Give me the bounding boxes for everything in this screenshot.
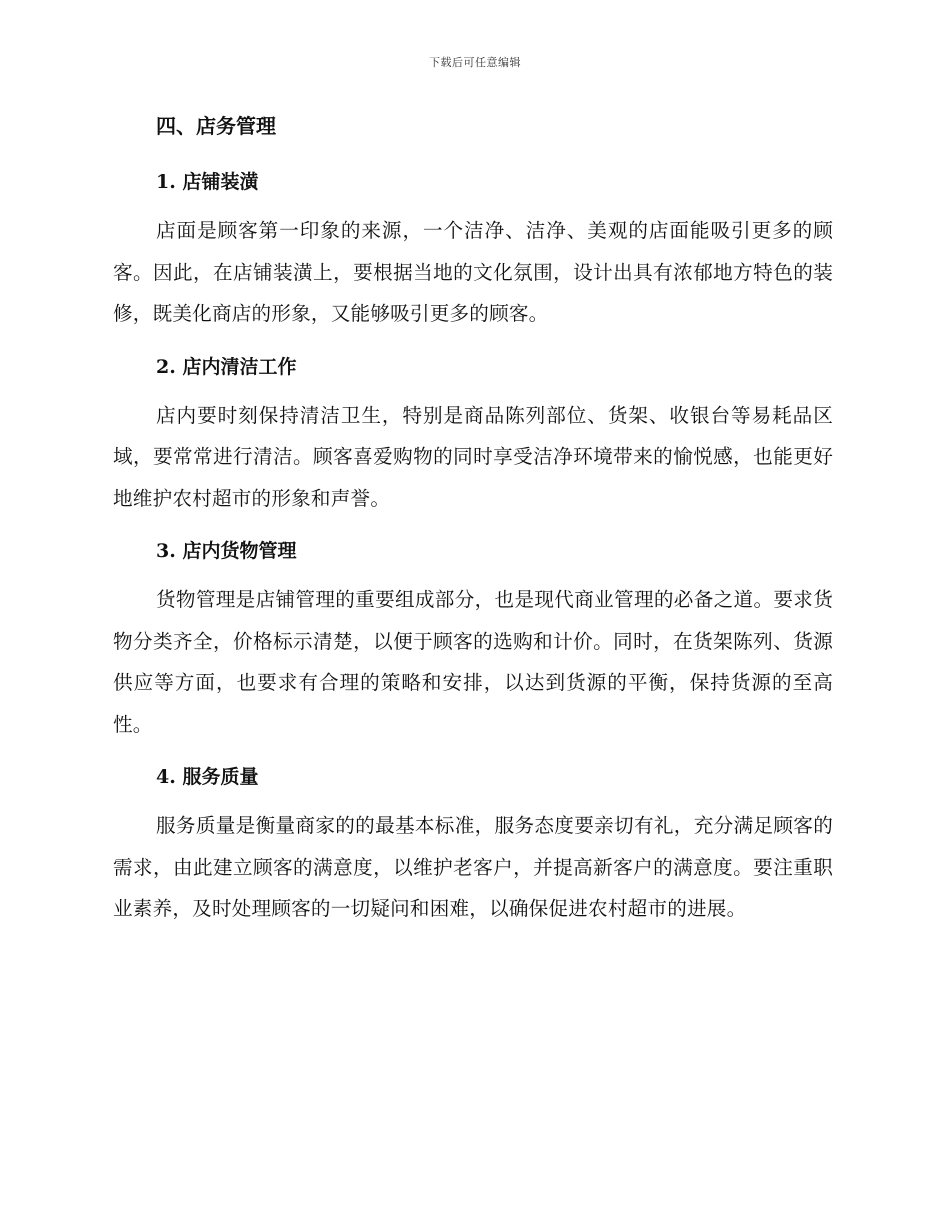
subsection-heading: 1. 店铺装潢 bbox=[156, 171, 259, 193]
subsection-paragraph: 店面是顾客第一印象的来源，一个洁净、洁净、美观的店面能吸引更多的顾客。因此，在店铺装潢上，要根据当地的文化氛围，设计出具有浓郁地方特色的装修，既美化商店的形象，又能够吸引更多的顾客。 bbox=[113, 219, 833, 325]
subsection-heading: 2. 店内清洁工作 bbox=[156, 355, 297, 378]
subsection-heading: 3. 店内货物管理 bbox=[156, 540, 297, 562]
subsection-paragraph: 店内要时刻保持清洁卫生，特别是商品陈列部位、货架、收银台等易耗品区域，要常常进行清洁。顾客喜爱购物的同时享受洁净环境带来的愉悦感，也能更好地维护农村超市的形象和声誉。 bbox=[113, 403, 833, 510]
section-title: 四、店务管理 bbox=[156, 114, 276, 138]
page-header: 下载后可任意编辑 bbox=[429, 56, 521, 69]
document-body bbox=[113, 108, 833, 944]
subsection-heading: 4. 服务质量 bbox=[156, 766, 259, 788]
subsection-paragraph: 服务质量是衡量商家的的最基本标准，服务态度要亲切有礼，充分满足顾客的需求，由此建立顾客的满意度，以维护老客户，并提高新客户的满意度。要注重职业素养，及时处理顾客的一切疑问和困难，以确保促进农村超市的进展。 bbox=[113, 814, 833, 920]
subsection-paragraph: 货物管理是店铺管理的重要组成部分，也是现代商业管理的必备之道。要求货物分类齐全，价格标示清楚，以便于顾客的选购和计价。同时，在货架陈列、货源供应等方面，也要求有合理的策略和安排，以达到货源的平衡，保持货源的至高性。 bbox=[113, 588, 833, 736]
